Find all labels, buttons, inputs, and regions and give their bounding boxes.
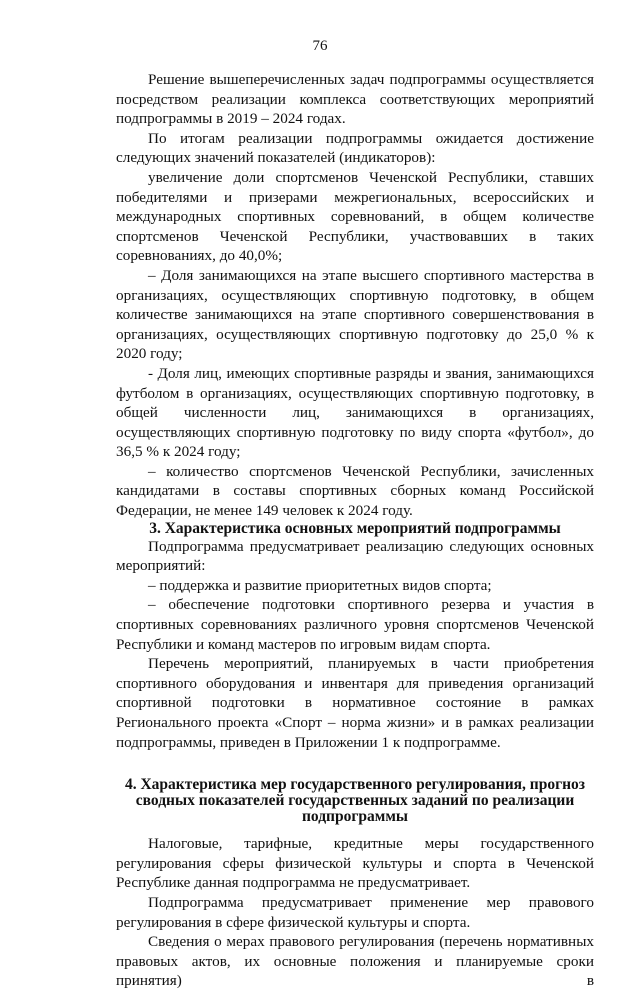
section-heading: 3. Характеристика основных мероприятий подпрограммы bbox=[149, 519, 561, 537]
list-item: – обеспечение подготовки спортивного резерва и участия в спортивных соревнованиях различного уровня спортсменов Чеченской Республики и команд мастеров по игровым видам спорта. bbox=[116, 596, 594, 653]
section-heading-line: 4. Характеристика мер государственного регулирования, прогноз bbox=[124, 776, 586, 794]
paragraph: Решение вышеперечисленных задач подпрограммы осуществляется посредством реализации комплекса соответствующих мероприятий подпрограммы в 2019 – 2024 годах. bbox=[116, 71, 594, 128]
section-heading-line: подпрограммы bbox=[301, 808, 408, 826]
paragraph: По итогам реализации подпрограммы ожидается достижение следующих значений показателей (индикаторов): bbox=[116, 129, 594, 167]
indicator-item: – Доля занимающихся на этапе высшего спортивного мастерства в организациях, осуществляющих спортивную подготовку, в общем количестве занимающихся на этапе спортивного совершенствования в организациях, осуществляющих спортивную подготовку до 25,0 % к 2020 году; bbox=[116, 266, 594, 363]
indicator-item: увеличение доли спортсменов Чеченской Республики, ставших победителями и призерами межрегиональных, всероссийских и международных спортивных соревнований, в общем количестве спортсменов Чеченской Республики, участвовавших в таких соревнованиях, до 40,0%; bbox=[116, 168, 594, 265]
list-item: – поддержка и развитие приоритетных видов спорта; bbox=[148, 576, 492, 594]
section-heading bbox=[116, 777, 594, 825]
indicator-item: – количество спортсменов Чеченской Республики, зачисленных кандидатами в составы спортивных сборных команд Российской Федерации, не менее 149 человек к 2024 году. bbox=[116, 462, 594, 520]
document-body bbox=[116, 70, 594, 991]
paragraph: Подпрограмма предусматривает реализацию следующих основных мероприятий: bbox=[116, 537, 594, 575]
page-number: 76 bbox=[312, 38, 328, 54]
paragraph: Налоговые, тарифные, кредитные меры государственного регулирования сферы физической культуры и спорта в Чеченской Республике данная подпрограмма не предусматривает. bbox=[116, 835, 594, 892]
indicator-item: - Доля лиц, имеющих спортивные разряды и звания, занимающихся футболом в организациях, осуществляющих спортивную подготовку, в общей численности лиц, занимающихся в организациях, осуществляющих спортивную подготовку по виду спорта «футбол», до 36,5 % к 2024 году; bbox=[116, 364, 594, 461]
paragraph: Подпрограмма предусматривает применение мер правового регулирования в сфере физической культуры и спорта. bbox=[116, 893, 594, 931]
paragraph: Сведения о мерах правового регулирования (перечень нормативных правовых актов, их основные положения и планируемые сроки принятия) в bbox=[116, 933, 594, 990]
section-heading-line: сводных показателей государственных заданий по реализации bbox=[135, 792, 575, 810]
paragraph: Перечень мероприятий, планируемых в части приобретения спортивного оборудования и инвентаря для приведения организаций спортивной подготовки в нормативное состояние в рамках Регионального проекта «Спорт – норма жизни» и в рамках реализации подпрограммы, приведен в Приложении 1 к подпрограмме. bbox=[116, 655, 594, 751]
